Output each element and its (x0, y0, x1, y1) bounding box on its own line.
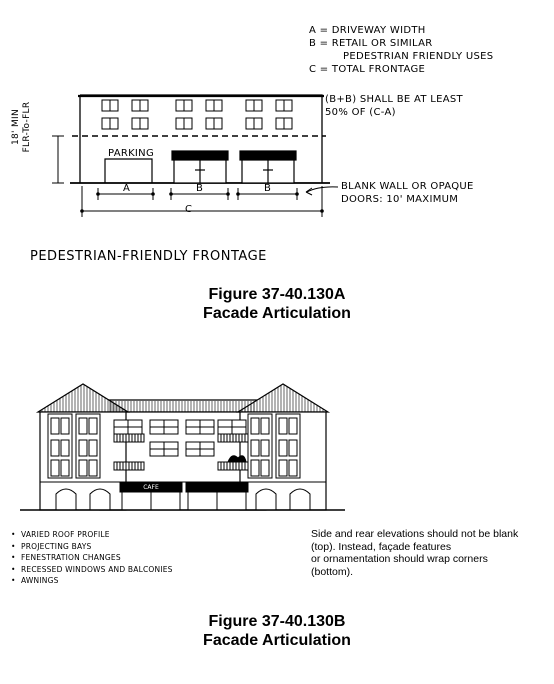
bay-window (251, 418, 259, 434)
bay-window (279, 440, 287, 456)
cafe-sign: CAFE (143, 484, 159, 491)
note-line-4: (bottom). (311, 565, 354, 578)
height-dimension (52, 136, 64, 183)
bay-window (61, 460, 69, 476)
bay-window (51, 418, 59, 434)
right-gable-roof (238, 384, 328, 412)
dimension-c-label: C (185, 204, 193, 215)
bay-window (279, 418, 287, 434)
bay-window (61, 418, 69, 434)
note-line-3: or ornamentation should wrap corners (311, 553, 488, 565)
bay-window (61, 440, 69, 456)
bay-window (89, 418, 97, 434)
bay-window (289, 440, 297, 456)
bay-window (51, 440, 59, 456)
legend-b: B = RETAIL OR SIMILAR (309, 38, 433, 49)
legend-b-cont: PEDESTRIAN FRIENDLY USES (343, 51, 494, 62)
frontage-subtitle: PEDESTRIAN-FRIENDLY FRONTAGE (30, 249, 267, 264)
elevation-note (311, 528, 518, 578)
blank-wall-note (341, 180, 474, 206)
bay-window (89, 460, 97, 476)
bay-window (261, 440, 269, 456)
note-line-2: (top). Instead, façade features (311, 540, 452, 553)
bullet-item: • VARIED ROOF PROFILE (11, 529, 173, 541)
height-label (11, 97, 33, 157)
plant (228, 456, 246, 462)
legend-block (309, 24, 493, 76)
dimension-ticks (80, 192, 324, 213)
parking-label: PARKING (108, 148, 155, 159)
frontage-dimensions (82, 186, 338, 217)
blank-wall-line-2: DOORS: 10' MAXIMUM (341, 194, 459, 205)
figure-b-title: Facade Articulation (203, 632, 351, 649)
bay-window (79, 440, 87, 456)
figure-a-title: Facade Articulation (203, 305, 351, 322)
dimension-b-label-2: B (264, 183, 272, 194)
height-label-flr: FLR-To-FLR (22, 101, 32, 153)
storefronts (172, 151, 296, 183)
dimension-a-label: A (123, 183, 131, 194)
bay-window (261, 460, 269, 476)
bullet-item: • AWNINGS (11, 575, 173, 587)
height-label-min: 18' MIN (11, 108, 21, 146)
bay-window (279, 460, 287, 476)
rule-block (325, 93, 463, 119)
bay-window (261, 418, 269, 434)
rule-line-1: (B+B) SHALL BE AT LEAST (325, 94, 463, 105)
figure-a-number: Figure 37-40.130A (208, 286, 346, 303)
legend-a: A = DRIVEWAY WIDTH (309, 25, 426, 36)
rule-line-2: 50% OF (C-A) (325, 107, 396, 118)
bay-window (289, 460, 297, 476)
bay-window (51, 460, 59, 476)
dimension-b-label-1: B (196, 183, 204, 194)
bullet-item: • PROJECTING BAYS (11, 541, 173, 553)
parking-opening (105, 159, 152, 183)
bay-window (289, 418, 297, 434)
figure-b-caption (0, 612, 554, 650)
figure-a-caption (0, 285, 554, 323)
feature-bullets (11, 529, 173, 587)
upper-windows (102, 100, 292, 129)
bay-window (251, 460, 259, 476)
figure-b-number: Figure 37-40.130B (208, 613, 346, 630)
bay-window (89, 440, 97, 456)
bullet-item: • FENESTRATION CHANGES (11, 552, 173, 564)
bay-window (251, 440, 259, 456)
bay-window (79, 418, 87, 434)
figure-b-elevation-drawing (0, 370, 554, 520)
blank-wall-line-1: BLANK WALL OR OPAQUE (341, 181, 474, 192)
note-line-1: Side and rear elevations should not be blank (311, 528, 519, 540)
bullet-item: • RECESSED WINDOWS AND BALCONIES (11, 564, 173, 576)
left-gable-roof (38, 384, 128, 412)
legend-c: C = TOTAL FRONTAGE (309, 64, 426, 75)
bay-window (79, 460, 87, 476)
